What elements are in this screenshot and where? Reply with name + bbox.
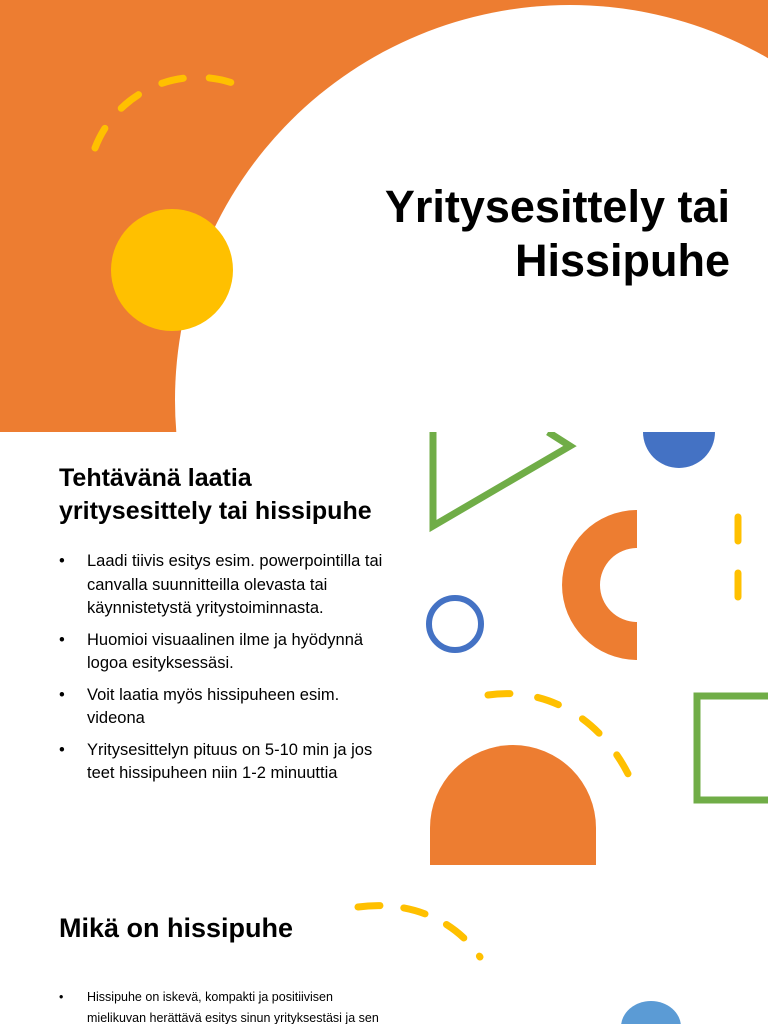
green-square-shape: [697, 696, 768, 800]
blue-half-circle-shape: [643, 432, 715, 468]
bullet-item: • Huomioi visuaalinen ilme ja hyödynnä logoa esityksessäsi.: [59, 629, 399, 676]
green-triangle-shape: [433, 432, 570, 526]
bullet-item: • Voit laatia myös hissipuheen esim. videona: [59, 684, 399, 731]
blue-ring-shape: [429, 598, 481, 650]
slide-title-line-1: Yritysesittely tai: [384, 181, 730, 232]
title-slide: [0, 0, 768, 432]
assignment-bullet-list: [59, 550, 399, 794]
slide-title-line-2: Hissipuhe: [514, 235, 730, 286]
yellow-dashed-arc: [95, 77, 245, 148]
assignment-title: [59, 462, 399, 528]
yellow-circle-shape: [111, 209, 233, 331]
assignment-title-line-2: yritysesittely tai hissipuhe: [59, 497, 372, 525]
elevator-pitch-title: Mikä on hissipuhe: [59, 913, 294, 943]
elevator-pitch-slide: [0, 865, 768, 1024]
slide-title: [310, 180, 730, 288]
yellow-dashed-arc: [358, 906, 480, 957]
bullet-item: • Yritysesittelyn pituus on 5-10 min ja jos teet hissipuheen niin 1-2 minuuttia: [59, 739, 399, 786]
orange-semicircle-shape: [430, 745, 596, 865]
blue-circle-shape: [621, 1001, 681, 1024]
assignment-slide: [0, 432, 768, 865]
assignment-title-line-1: Tehtävänä laatia: [59, 464, 252, 492]
bullet-item: • Laadi tiivis esitys esim. powerpointilla tai canvalla suunnitteilla olevasta tai käynnistetystä yritystoiminnasta.: [59, 550, 399, 621]
bullet-item: • Hissipuhe on iskevä, kompakti ja positiivisen mielikuvan herättävä esitys sinun yrityksestäsi ja sen: [59, 987, 379, 1024]
elevator-pitch-bullet-list: [59, 987, 379, 1024]
orange-arch-shape: [562, 510, 637, 660]
